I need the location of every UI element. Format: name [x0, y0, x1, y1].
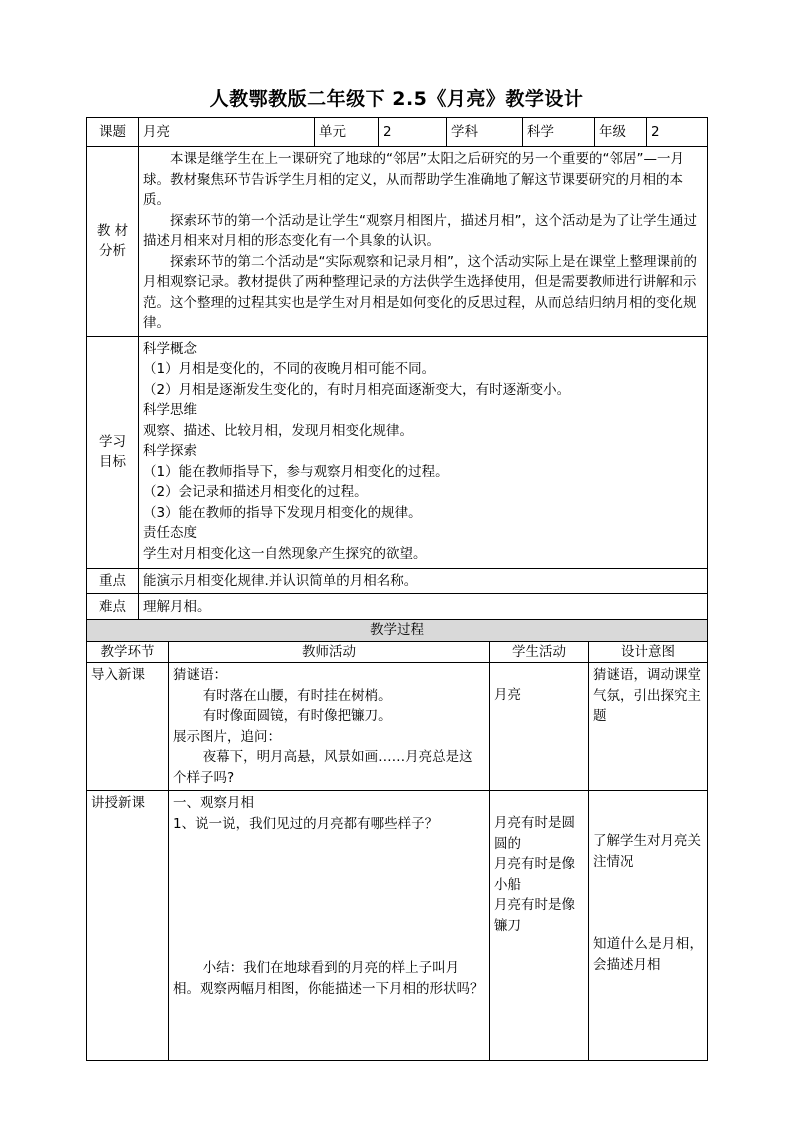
unit-value: 2: [379, 118, 447, 147]
intro-student-activity: 月亮: [490, 663, 589, 791]
difficulty-label: 难点: [87, 594, 139, 621]
discipline-value: 科学: [523, 118, 595, 147]
goal-line: （3）能在教师的指导下发现月相变化的规律。: [143, 504, 422, 521]
teacher-line: 一、观察月相: [173, 795, 254, 811]
teacher-line: 有时像面圆镜，有时像把镰刀。: [202, 708, 392, 724]
subject-value: 月亮: [139, 118, 315, 147]
goal-line: 科学探索: [143, 443, 197, 459]
textbook-analysis-content: [139, 147, 708, 337]
goal-line: （1）能在教师指导下，参与观察月相变化的过程。: [143, 463, 449, 480]
goal-line: （2）会记录和描述月相变化的过程。: [143, 484, 368, 500]
goal-line: 观察、描述、比较月相，发现月相变化规律。: [143, 422, 413, 439]
learning-goals-label: [87, 336, 139, 568]
process-header: 教学过程: [87, 620, 708, 642]
stage-intro: 导入新课: [87, 663, 169, 791]
key-point-value: 能演示月相变化规律.并认识简单的月相名称。: [139, 568, 708, 594]
teacher-line: 夜幕下，明月高悬，风景如画……月亮总是这个样子吗?: [173, 749, 473, 786]
learning-goals-label-line1: 学习: [99, 433, 126, 450]
teaching-process-table: [86, 619, 708, 1061]
new-lesson-design-intent: [589, 791, 708, 1061]
teacher-line: 有时落在山腰，有时挂在树梢。: [202, 687, 392, 704]
stage-new-lesson: 讲授新课: [87, 791, 169, 1061]
goal-line: 学生对月相变化这一自然现象产生探究的欲望。: [143, 545, 427, 562]
student-line: 月亮有时是圆圆的: [494, 815, 575, 852]
intent-line: 知道什么是月相，会描述月相: [593, 936, 703, 973]
intro-teacher-activity: [169, 663, 490, 791]
teacher-line: 展示图片，追问：: [173, 728, 281, 745]
grade-label: 年级: [595, 118, 647, 147]
student-line: 月亮有时是像小船: [494, 856, 575, 893]
spacer: [593, 872, 703, 934]
student-line: 月亮有时是像镰刀: [494, 897, 575, 934]
discipline-label: 学科: [447, 118, 523, 147]
col-header-intent: 设计意图: [589, 641, 708, 663]
textbook-analysis-paragraph: 探索环节的第一个活动是让学生“观察月相图片，描述月相”，这个活动是为了让学生通过描述月相来对月相的形态变化有一个具象的认识。: [143, 212, 697, 249]
textbook-analysis-label-line2: 分析: [99, 243, 126, 260]
goal-line: 责任态度: [143, 525, 197, 541]
goal-line: （1）月相是变化的，不同的夜晚月相可能不同。: [143, 361, 436, 377]
page-title: 人教鄂教版二年级下 2.5《月亮》教学设计: [209, 88, 584, 110]
lesson-info-table: [86, 117, 708, 621]
goal-line: 科学概念: [143, 340, 197, 357]
textbook-analysis-paragraph: 探索环节的第二个活动是“实际观察和记录月相”，这个活动实际上是在课堂上整理课前的月相观察记录。教材提供了两种整理记录的方法供学生选择使用，但是需要教师进行讲解和示范。这个整理的过程其实也是学生对月相是如何变化的反思过程，从而总结归纳月相的变化规律。: [143, 253, 697, 331]
unit-label: 单元: [315, 118, 379, 147]
grade-value: 2: [647, 118, 708, 147]
goal-line: 科学思维: [143, 402, 197, 418]
col-header-student: 学生活动: [490, 641, 589, 663]
teacher-line: 1、说一说，我们见过的月亮都有哪些样子？: [173, 815, 439, 832]
new-lesson-student-activity: [490, 791, 589, 1061]
goal-line: （2）月相是逐渐发生变化的，有时月相亮面逐渐变大，有时逐渐变小。: [143, 381, 571, 398]
learning-goals-label-line2: 目标: [99, 454, 126, 470]
col-header-teacher: 教师活动: [169, 641, 490, 663]
col-header-stage: 教学环节: [87, 641, 169, 663]
teacher-line: 小结：我们在地球看到的月亮的样上子叫月相。观察两幅月相图，你能描述一下月相的形状吗？: [173, 960, 484, 997]
difficulty-value: 理解月相。: [139, 594, 708, 621]
subject-label: 课题: [87, 118, 139, 147]
textbook-analysis-paragraph: 本课是继学生在上一课研究了地球的“邻居”太阳之后研究的另一个重要的“邻居”—一月球。教材聚焦环节告诉学生月相的定义，从而帮助学生准确地了解这节课要研究的月相的本质。: [143, 151, 684, 208]
intent-line: 了解学生对月亮关注情况: [593, 833, 701, 870]
spacer: [173, 834, 485, 958]
teacher-line: 猜谜语：: [173, 667, 227, 683]
learning-goals-content: [139, 336, 708, 568]
new-lesson-teacher-activity: [169, 791, 490, 1061]
intro-design-intent: 猜谜语，调动课堂气氛，引出探究主题: [589, 663, 708, 791]
textbook-analysis-label: [87, 147, 139, 337]
textbook-analysis-label-line1: 教 材: [96, 222, 129, 239]
key-point-label: 重点: [87, 568, 139, 594]
